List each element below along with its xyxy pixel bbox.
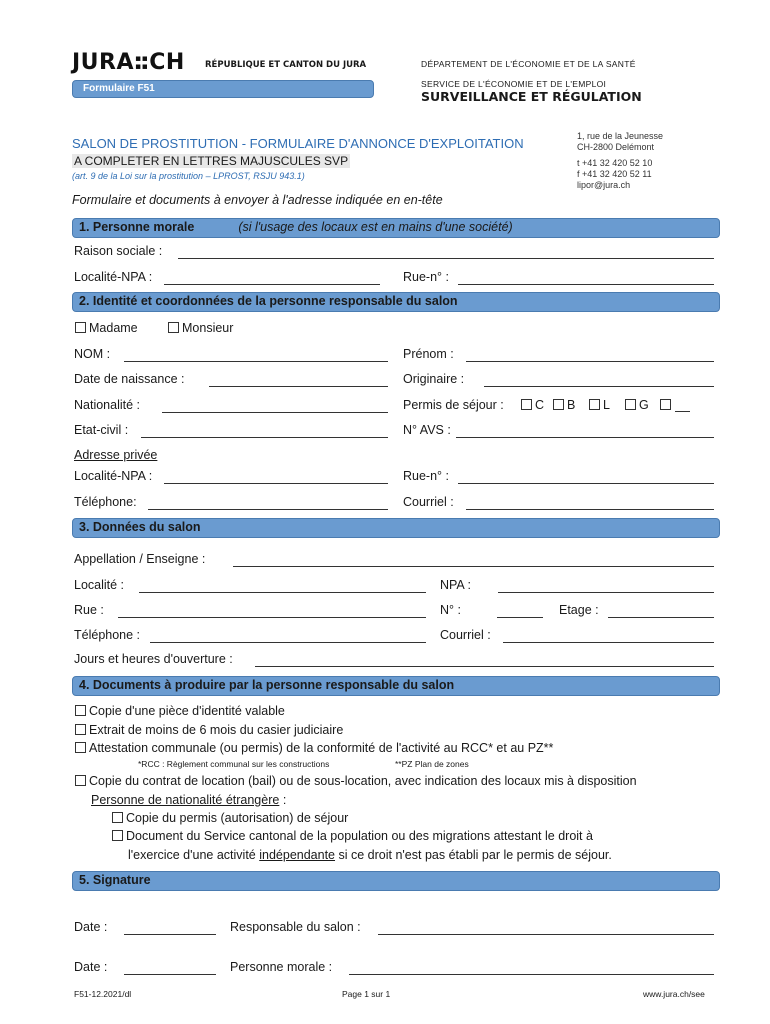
section-5-header: 5. Signature [72,871,720,891]
service-label: SERVICE DE L'ÉCONOMIE ET DE L'EMPLOI [421,79,607,89]
footnote-rcc: *RCC : Règlement communal sur les constructions [138,759,330,769]
prenom-label: Prénom : [403,347,454,361]
permis-other-option[interactable] [660,398,674,412]
legal-reference: (art. 9 de la Loi sur la prostitution – LPROST, RSJU 943.1) [72,171,305,181]
s1-localite-label: Localité-NPA : [74,270,153,284]
raison-sociale-field[interactable] [178,258,714,259]
doc-4-checkbox[interactable] [75,775,86,786]
nom-field[interactable] [124,361,388,362]
s2-localite-label: Localité-NPA : [74,469,153,483]
etat-civil-label: Etat-civil : [74,423,129,437]
doc-5-checkbox[interactable] [112,812,123,823]
page-title: SALON DE PROSTITUTION - FORMULAIRE D'ANNONCE D'EXPLOITATION [72,136,524,151]
madame-checkbox[interactable] [75,322,86,333]
responsable-label: Responsable du salon : [230,920,361,934]
doc-1-checkbox[interactable] [75,705,86,716]
doc-2-checkbox[interactable] [75,724,86,735]
jours-label: Jours et heures d'ouverture : [74,652,233,666]
permis-b-option[interactable]: B [553,398,575,412]
numero-field[interactable] [497,617,543,618]
s2-telephone-field[interactable] [148,509,388,510]
etage-label: Etage : [559,603,599,617]
etage-field[interactable] [608,617,714,618]
s1-localite-field[interactable] [164,284,380,285]
doc-6-item[interactable]: Document du Service cantonal de la population ou des migrations attestant le droit à [112,829,593,843]
jours-field[interactable] [255,666,714,667]
s3-localite-label: Localité : [74,578,125,592]
etat-civil-field[interactable] [141,437,388,438]
s3-rue-label: Rue : [74,603,104,617]
appellation-label: Appellation / Enseigne : [74,552,206,566]
section-2-header: 2. Identité et coordonnées de la personne responsable du salon [72,292,720,312]
s3-telephone-field[interactable] [150,642,426,643]
personne-morale-signature-field[interactable] [349,974,714,975]
avs-label: N° AVS : [403,423,451,437]
date-naissance-field[interactable] [209,386,388,387]
appellation-field[interactable] [233,566,714,567]
contact-address: 1, rue de la Jeunesse CH-2800 Delémont t +41 32 420 52 10 f +41 32 420 52 11 lipor@jura.ch [577,131,664,190]
form-badge: Formulaire F51 [72,80,374,98]
footer-url[interactable]: www.jura.ch/see [643,989,705,999]
s3-courriel-label: Courriel : [440,628,491,642]
s2-courriel-field[interactable] [466,509,714,510]
permis-l-checkbox[interactable] [589,399,600,410]
permis-g-checkbox[interactable] [625,399,636,410]
doc-2-item[interactable]: Extrait de moins de 6 mois du casier judiciaire [75,723,343,737]
section-3-header: 3. Données du salon [72,518,720,538]
permis-other-field[interactable] [675,411,690,412]
doc-5-item[interactable]: Copie du permis (autorisation) de séjour [112,811,348,825]
date-1-label: Date : [74,920,108,934]
s3-courriel-field[interactable] [503,642,714,643]
permis-c-option[interactable]: C [521,398,544,412]
doc-1-item[interactable]: Copie d'une pièce d'identité valable [75,704,285,718]
jura-logo: JURA▪▪ ▪▪CH [72,50,185,75]
avs-field[interactable] [456,437,714,438]
monsieur-option[interactable]: Monsieur [168,321,233,335]
permis-other-checkbox[interactable] [660,399,671,410]
form-reference: F51-12.2021/dl [74,989,132,999]
footnote-pz: **PZ Plan de zones [395,759,469,769]
date-2-field[interactable] [124,974,216,975]
permis-b-checkbox[interactable] [553,399,564,410]
doc-6-checkbox[interactable] [112,830,123,841]
s1-rue-field[interactable] [458,284,714,285]
npa-label: NPA : [440,578,472,592]
page-number: Page 1 sur 1 [342,989,391,999]
section-4-header: 4. Documents à produire par la personne responsable du salon [72,676,720,696]
s2-courriel-label: Courriel : [403,495,454,509]
npa-field[interactable] [498,592,714,593]
permis-c-checkbox[interactable] [521,399,532,410]
s2-telephone-label: Téléphone: [74,495,137,509]
adresse-privee-heading: Adresse privée [74,448,158,462]
doc-3-item[interactable]: Attestation communale (ou permis) de la conformité de l'activité au RCC* et au PZ** [75,741,553,755]
madame-option[interactable]: Madame [75,321,138,335]
monsieur-checkbox[interactable] [168,322,179,333]
s3-rue-field[interactable] [118,617,426,618]
s1-rue-label: Rue-n° : [403,270,449,284]
originaire-label: Originaire : [403,372,465,386]
personne-morale-label: Personne morale : [230,960,333,974]
s2-rue-label: Rue-n° : [403,469,449,483]
permis-g-option[interactable]: G [625,398,649,412]
date-2-label: Date : [74,960,108,974]
responsable-signature-field[interactable] [378,934,714,935]
prenom-field[interactable] [466,361,714,362]
date-naissance-label: Date de naissance : [74,372,185,386]
instruction-text: Formulaire et documents à envoyer à l'adresse indiquée en en-tête [72,193,443,207]
surveillance-label: SURVEILLANCE ET RÉGULATION [421,89,642,104]
section-1-header: 1. Personne morale (si l'usage des locaux est en mains d'une société) [72,218,720,238]
republique-label: RÉPUBLIQUE ET CANTON DU JURA [205,60,367,70]
date-1-field[interactable] [124,934,216,935]
nationalite-field[interactable] [162,412,388,413]
permis-l-option[interactable]: L [589,398,610,412]
raison-sociale-label: Raison sociale : [74,244,163,258]
foreign-heading: Personne de nationalité étrangère : [91,793,287,807]
department-label: DÉPARTEMENT DE L'ÉCONOMIE ET DE LA SANTÉ [421,59,636,69]
s2-localite-field[interactable] [164,483,388,484]
originaire-field[interactable] [484,386,714,387]
nationalite-label: Nationalité : [74,398,141,412]
s3-telephone-label: Téléphone : [74,628,141,642]
doc-4-item[interactable]: Copie du contrat de location (bail) ou de sous-location, avec indication des locaux mis à disposition [75,774,637,788]
permis-label: Permis de séjour : [403,398,504,412]
numero-label: N° : [440,603,461,617]
page-subtitle: A COMPLETER EN LETTRES MAJUSCULES SVP [74,154,349,168]
nom-label: NOM : [74,347,111,361]
doc-6-continuation: l'exercice d'une activité indépendante si ce droit n'est pas établi par le permis de séjour. [128,848,612,862]
s2-rue-field[interactable] [458,483,714,484]
s3-localite-field[interactable] [139,592,426,593]
doc-3-checkbox[interactable] [75,742,86,753]
